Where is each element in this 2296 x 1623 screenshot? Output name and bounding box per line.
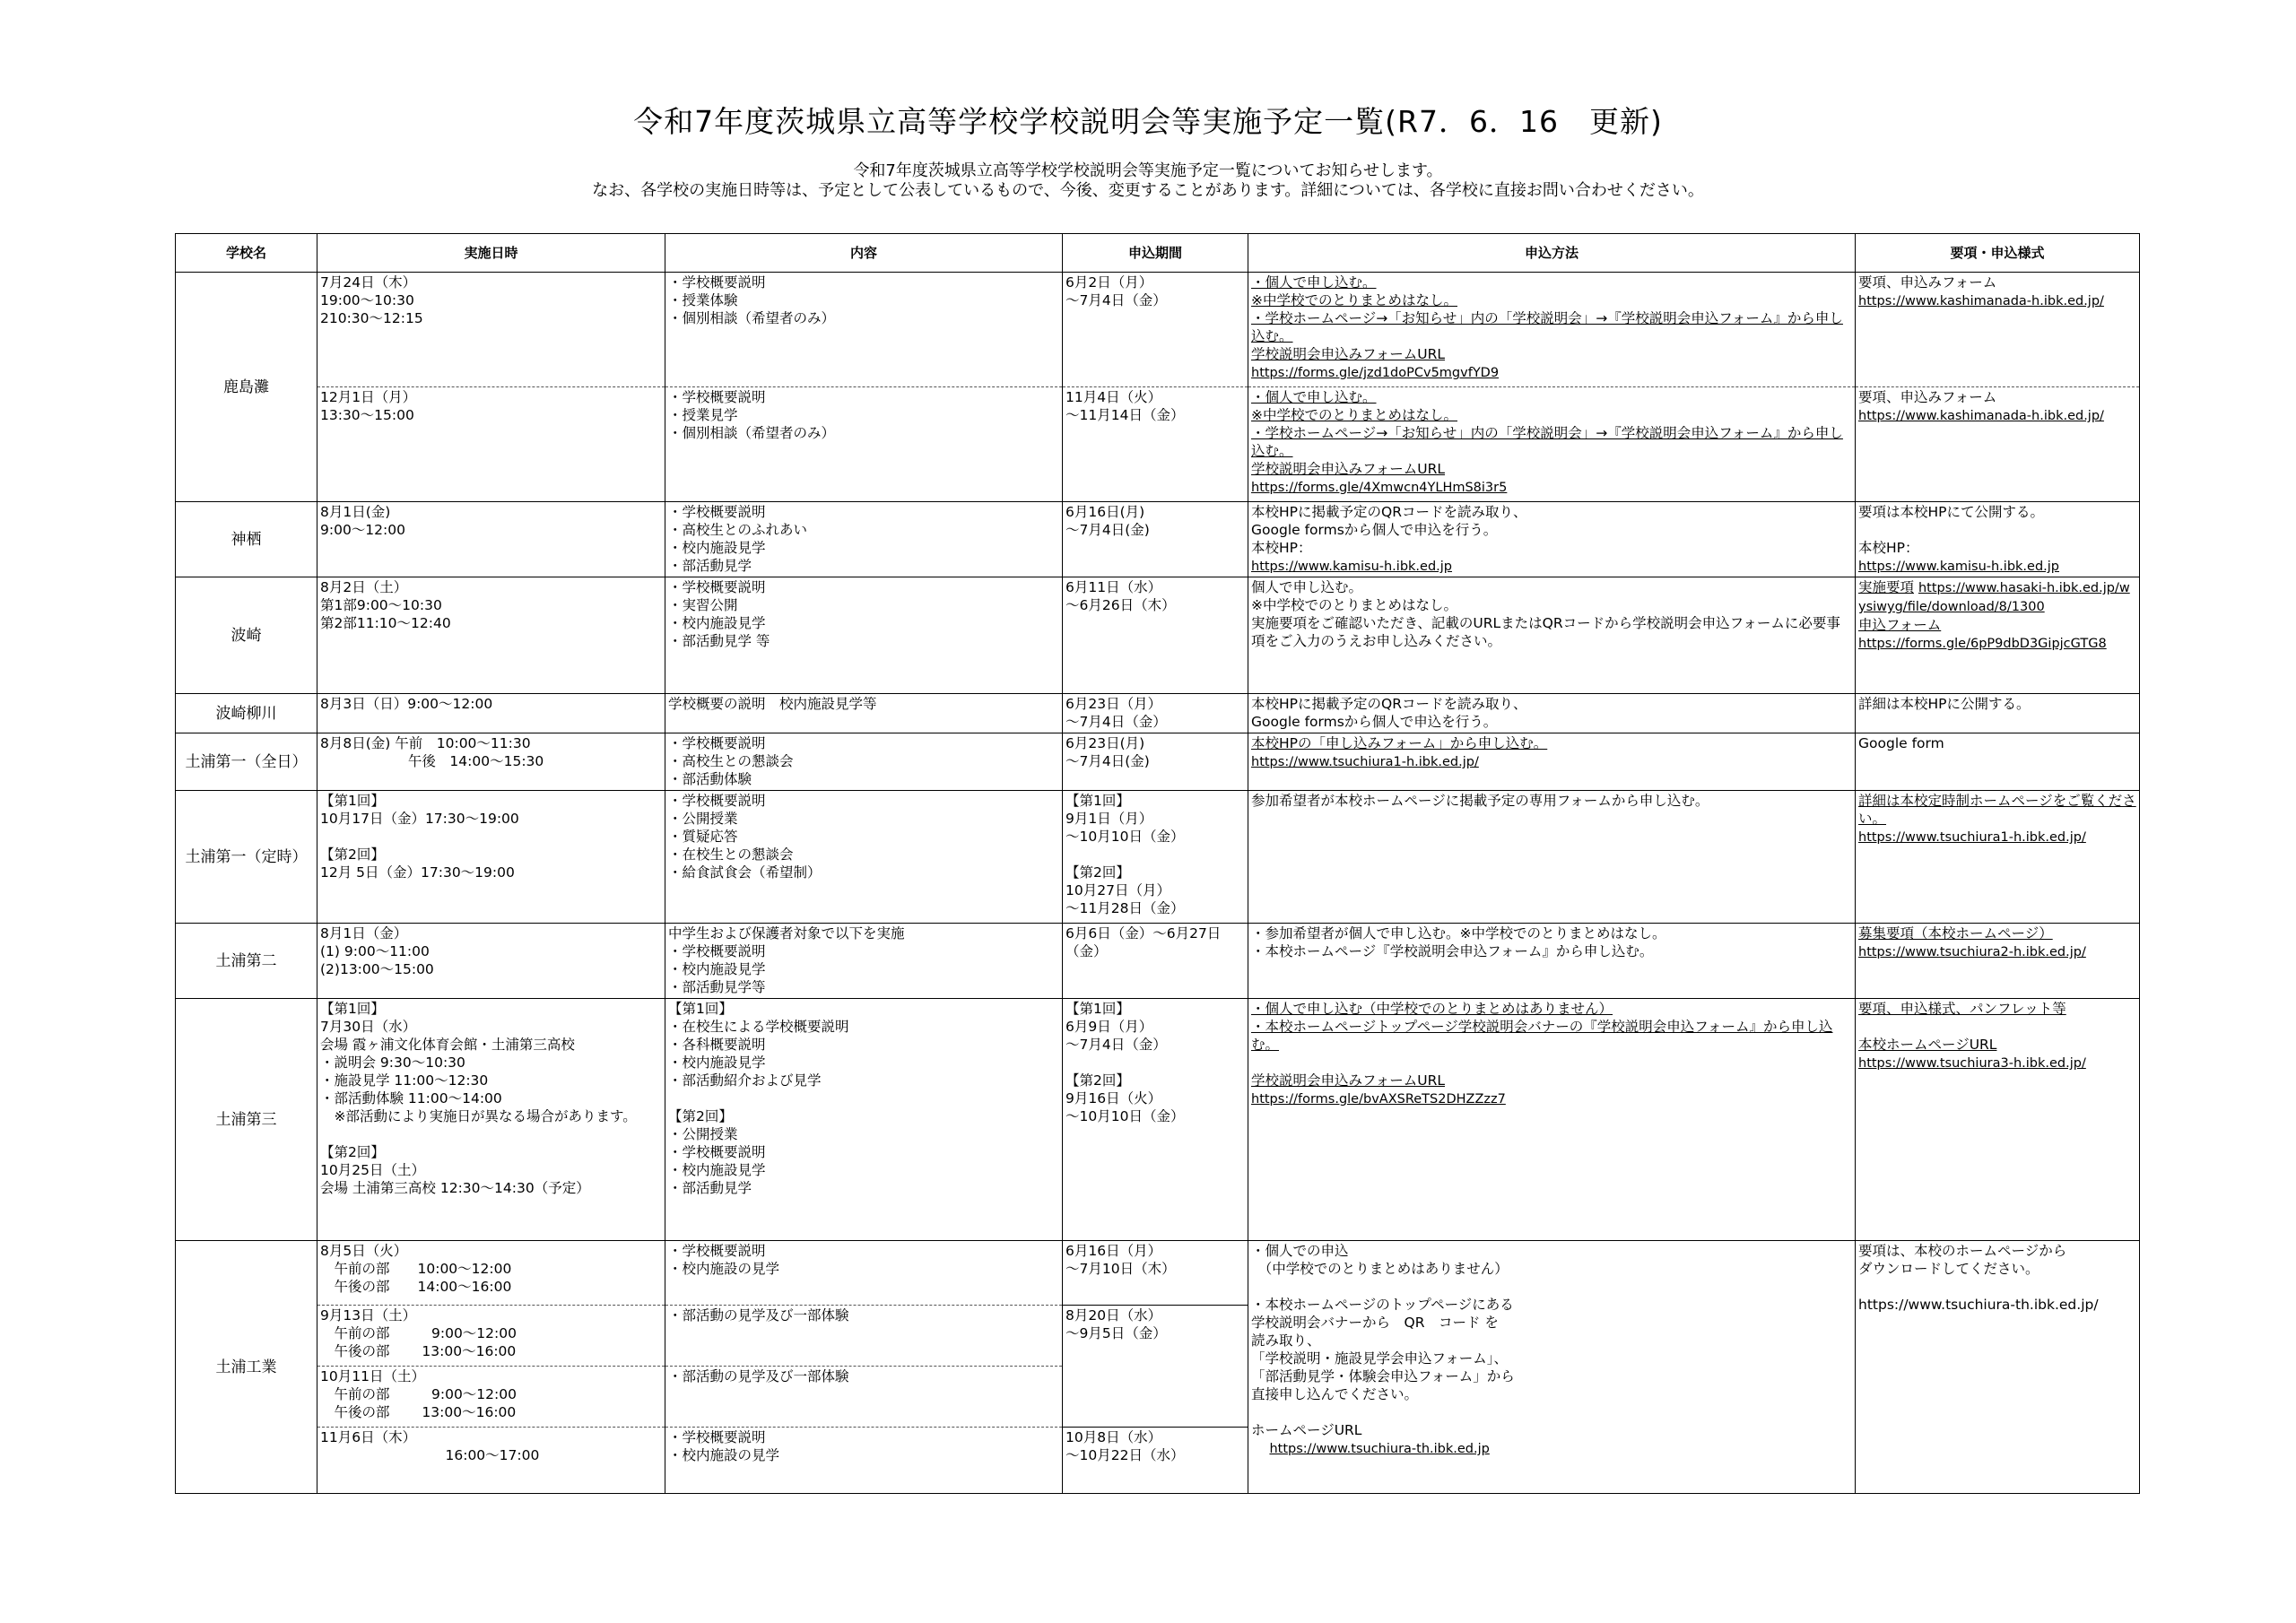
header-school: 学校名 [176,234,317,273]
period-cell: 6月6日（金）～6月27日（金） [1063,924,1248,999]
form-cell: 詳細は本校HPに公開する。 [1856,694,2140,733]
method-text: ・個人で申し込む。 ※中学校でのとりまとめはなし。 ・学校ホームページ→「お知らせ」内の「学校説明会」→『学校説明会申込フォーム』から申し込む。 学校説明会申込みフォームURL [1251,389,1843,477]
method-cell [1248,1241,1856,1494]
table-row [176,387,2140,502]
intro-line-2: なお、各学校の実施日時等は、予定として公表しているもので、今後、変更することがあります。詳細については、各学校に直接お問い合わせください。 [592,181,1704,200]
header-content: 内容 [665,234,1063,273]
form-cell [1856,924,2140,999]
period-cell: 6月11日（水） ～6月26日（木） [1063,577,1248,694]
datetime-cell: 8月8日(金) 午前 10:00～11:30 午後 14:00～15:30 [317,733,665,791]
school-name: 土浦第一（全日） [176,733,317,791]
form-cell [1856,791,2140,924]
form-cell: Google form [1856,733,2140,791]
school-name: 鹿島灘 [176,273,317,502]
page-title: 令和7年度茨城県立高等学校学校説明会等実施予定一覧(R7．6．16 更新) [633,104,1663,139]
form-cell [1856,999,2140,1241]
header-period: 申込期間 [1063,234,1248,273]
form-link[interactable]: https://forms.gle/6pP9dbD3GipjcGTG8 [1858,637,2107,651]
datetime-cell: 7月24日（木） 19:00～10:30 210:30～12:15 [317,273,665,387]
datetime-cell: 10月11日（土） 午前の部 9:00～12:00 午後の部 13:00～16:00 [317,1367,665,1428]
content-cell: ・部活動の見学及び一部体験 [665,1306,1063,1367]
period-cell: 6月23日（月） ～7月4日（金） [1063,694,1248,733]
method-link[interactable]: https://www.tsuchiura1-h.ibk.ed.jp/ [1251,755,1479,769]
school-name: 土浦第二 [176,924,317,999]
content-cell: ・学校概要説明 ・公開授業 ・質疑応答 ・在校生との懇談会 ・給食試食会（希望制） [665,791,1063,924]
method-cell [1248,387,1856,502]
period-cell: 6月16日(月) ～7月4日(金) [1063,502,1248,577]
form-label: 本校ホームページURL [1858,1037,1997,1053]
school-name: 土浦第一（定時） [176,791,317,924]
school-name: 神栖 [176,502,317,577]
form-link[interactable]: https://www.tsuchiura3-h.ibk.ed.jp/ [1858,1056,2086,1071]
method-text[interactable]: ・個人で申し込む（中学校でのとりまとめはありません） ・本校ホームページトップページ学校説明会バナーの『学校説明会申込フォーム』から申し込む。 [1251,1001,1833,1053]
form-text[interactable]: 要項、申込様式、パンフレット等 [1858,1001,2066,1017]
method-cell [1248,273,1856,387]
header-datetime: 実施日時 [317,234,665,273]
header-form: 要項・申込様式 [1856,234,2140,273]
period-cell: 11月4日（火） ～11月14日（金） [1063,387,1248,502]
form-link[interactable]: https://www.hasaki-h.ibk.ed.jp/wysiwyg/file/download/8/1300 [1858,581,2130,614]
table-row [176,502,2140,577]
method-cell [1248,502,1856,577]
datetime-cell: 8月3日（日）9:00～12:00 [317,694,665,733]
method-cell: 本校HPに掲載予定のQRコードを読み取り、 Google formsから個人で申込を行う。 [1248,694,1856,733]
datetime-cell: 8月1日(金) 9:00～12:00 [317,502,665,577]
datetime-cell: 8月5日（火） 午前の部 10:00～12:00 午後の部 14:00～16:00 [317,1241,665,1306]
content-cell: ・学校概要説明 ・授業体験 ・個別相談（希望者のみ） [665,273,1063,387]
table-row [176,924,2140,999]
method-cell: 個人で申し込む。 ※中学校でのとりまとめはなし。 実施要項をご確認いただき、記載のURLまたはQRコードから学校説明会申込フォームに必要事項をご入力のうえお申し込みください。 [1248,577,1856,694]
datetime-cell: 9月13日（土） 午前の部 9:00～12:00 午後の部 13:00～16:00 [317,1306,665,1367]
method-cell [1248,999,1856,1241]
period-cell: 6月2日（月） ～7月4日（金） [1063,273,1248,387]
table-row [176,733,2140,791]
form-link[interactable]: https://www.tsuchiura2-h.ibk.ed.jp/ [1858,945,2086,959]
method-text: ・個人での申込 （中学校でのとりまとめはありません） ・本校ホームページのトップページにある 学校説明会バナーから QR コード を 読み取り、 「学校説明・施設見学会申込フォーム」、 「部活動見学・体験会申込フォーム」から 直接申し込んでください。 ホームページURL [1251,1243,1515,1438]
method-link[interactable]: https://www.kamisu-h.ibk.ed.jp [1251,560,1452,574]
method-text[interactable]: 本校HPの「申し込みフォーム」から申し込む。 [1251,735,1548,751]
table-row [176,577,2140,694]
schedule-table [175,233,2140,1494]
intro-text [0,161,2296,201]
table-row [176,694,2140,733]
period-cell: 6月23日(月) ～7月4日(金) [1063,733,1248,791]
form-text: 要項、申込みフォーム [1858,274,1997,291]
school-name: 土浦第三 [176,999,317,1241]
content-cell: ・学校概要説明 ・高校生とのふれあい ・校内施設見学 ・部活動見学 [665,502,1063,577]
form-cell: 要項は、本校のホームページから ダウンロードしてください。 https://www.tsuchiura-th.ibk.ed.jp/ [1856,1241,2140,1494]
period-cell: 10月8日（水） ～10月22日（水） [1063,1428,1248,1494]
table-row [176,273,2140,387]
datetime-cell: 8月2日（土） 第1部9:00～10:30 第2部11:10～12:40 [317,577,665,694]
period-cell: 【第1回】 9月1日（月） ～10月10日（金） 【第2回】 10月27日（月） ～11月28日（金） [1063,791,1248,924]
method-text: 本校HPに掲載予定のQRコードを読み取り、 Google formsから個人で申込を行う。 本校HP： [1251,504,1527,556]
datetime-cell: 11月6日（木） 16:00～17:00 [317,1428,665,1494]
datetime-cell: 8月1日（金） (1) 9:00～11:00 (2)13:00～15:00 [317,924,665,999]
header-row [176,234,2140,273]
method-cell: 参加希望者が本校ホームページに掲載予定の専用フォームから申し込む。 [1248,791,1856,924]
content-cell: 【第1回】 ・在校生による学校概要説明 ・各科概要説明 ・校内施設見学 ・部活動紹介および見学 【第2回】 ・公開授業 ・学校概要説明 ・校内施設見学 ・部活動見学 [665,999,1063,1241]
form-label: 実施要項 [1858,579,1915,595]
form-text: 要項は本校HPにて公開する。 本校HP： [1858,504,2045,556]
form-text[interactable]: 募集要項（本校ホームページ） [1858,925,2053,942]
datetime-cell: 【第1回】 7月30日（水） 会場 霞ヶ浦文化体育会館・土浦第三高校 ・説明会 9:30～10:30 ・施設見学 11:00～12:30 ・部活動体験 11:00～14:00 ※部活動により実施日が異なる場合があります。 【第2回】 10月25日（土） 会場 土浦第三高校 12:30～14:30（予定） [317,999,665,1241]
school-name: 波崎柳川 [176,694,317,733]
school-name: 土浦工業 [176,1241,317,1494]
content-cell: ・学校概要説明 ・授業見学 ・個別相談（希望者のみ） [665,387,1063,502]
form-link[interactable]: https://www.tsuchiura1-h.ibk.ed.jp/ [1858,830,2086,845]
datetime-cell: 【第1回】 10月17日（金）17:30～19:00 【第2回】 12月 5日（金）17:30～19:00 [317,791,665,924]
intro-line-1: 令和7年度茨城県立高等学校学校説明会等実施予定一覧についてお知らせします。 [853,161,1443,180]
table-row [176,1241,2140,1306]
form-text[interactable]: 詳細は本校定時制ホームページをご覧ください。 [1858,793,2136,827]
content-cell: ・学校概要説明 ・校内施設の見学 [665,1428,1063,1494]
method-cell [1248,733,1856,791]
datetime-cell: 12月1日（月） 13:30～15:00 [317,387,665,502]
method-text: ・個人で申し込む。 ※中学校でのとりまとめはなし。 ・学校ホームページ→「お知らせ」内の「学校説明会」→『学校説明会申込フォーム』から申し込む。 学校説明会申込みフォームURL [1251,274,1843,362]
form-link[interactable]: https://www.kamisu-h.ibk.ed.jp [1858,560,2059,574]
form-text: 要項、申込みフォーム [1858,389,1997,405]
form-link[interactable]: https://www.kashimanada-h.ibk.ed.jp/ [1858,409,2104,423]
table-row [176,999,2140,1241]
content-cell: 中学生および保護者対象で以下を実施 ・学校概要説明 ・校内施設見学 ・部活動見学等 [665,924,1063,999]
form-link[interactable]: https://www.kashimanada-h.ibk.ed.jp/ [1858,294,2104,308]
method-link[interactable]: https://www.tsuchiura-th.ibk.ed.jp [1269,1442,1490,1456]
period-cell: 【第1回】 6月9日（月） ～7月4日（金） 【第2回】 9月16日（火） ～10月10日（金） [1063,999,1248,1241]
content-cell: ・学校概要説明 ・校内施設の見学 [665,1241,1063,1306]
method-link[interactable]: https://forms.gle/jzd1doPCv5mgvfYD9 [1251,366,1500,380]
method-link[interactable]: https://forms.gle/4Xmwcn4YLHmS8i3r5 [1251,481,1508,495]
school-name: 波崎 [176,577,317,694]
method-label: 学校説明会申込みフォームURL [1251,1072,1445,1089]
period-cell: 6月16日（月） ～7月10日（木） [1063,1241,1248,1306]
form-cell [1856,273,2140,387]
form-cell [1856,577,2140,694]
table-row [176,791,2140,924]
content-cell: ・部活動の見学及び一部体験 [665,1367,1063,1428]
content-cell: ・学校概要説明 ・高校生との懇談会 ・部活動体験 [665,733,1063,791]
form-cell [1856,502,2140,577]
header-method: 申込方法 [1248,234,1856,273]
form-label: 申込フォーム [1858,617,1942,633]
period-cell: 8月20日（水） ～9月5日（金） [1063,1306,1248,1428]
content-cell: 学校概要の説明 校内施設見学等 [665,694,1063,733]
method-cell: ・参加希望者が個人で申し込む。※中学校でのとりまとめはなし。 ・本校ホームページ『学校説明会申込フォーム』から申し込む。 [1248,924,1856,999]
method-link[interactable]: https://forms.gle/bvAXSReTS2DHZZzz7 [1251,1092,1506,1107]
content-cell: ・学校概要説明 ・実習公開 ・校内施設見学 ・部活動見学 等 [665,577,1063,694]
form-cell [1856,387,2140,502]
